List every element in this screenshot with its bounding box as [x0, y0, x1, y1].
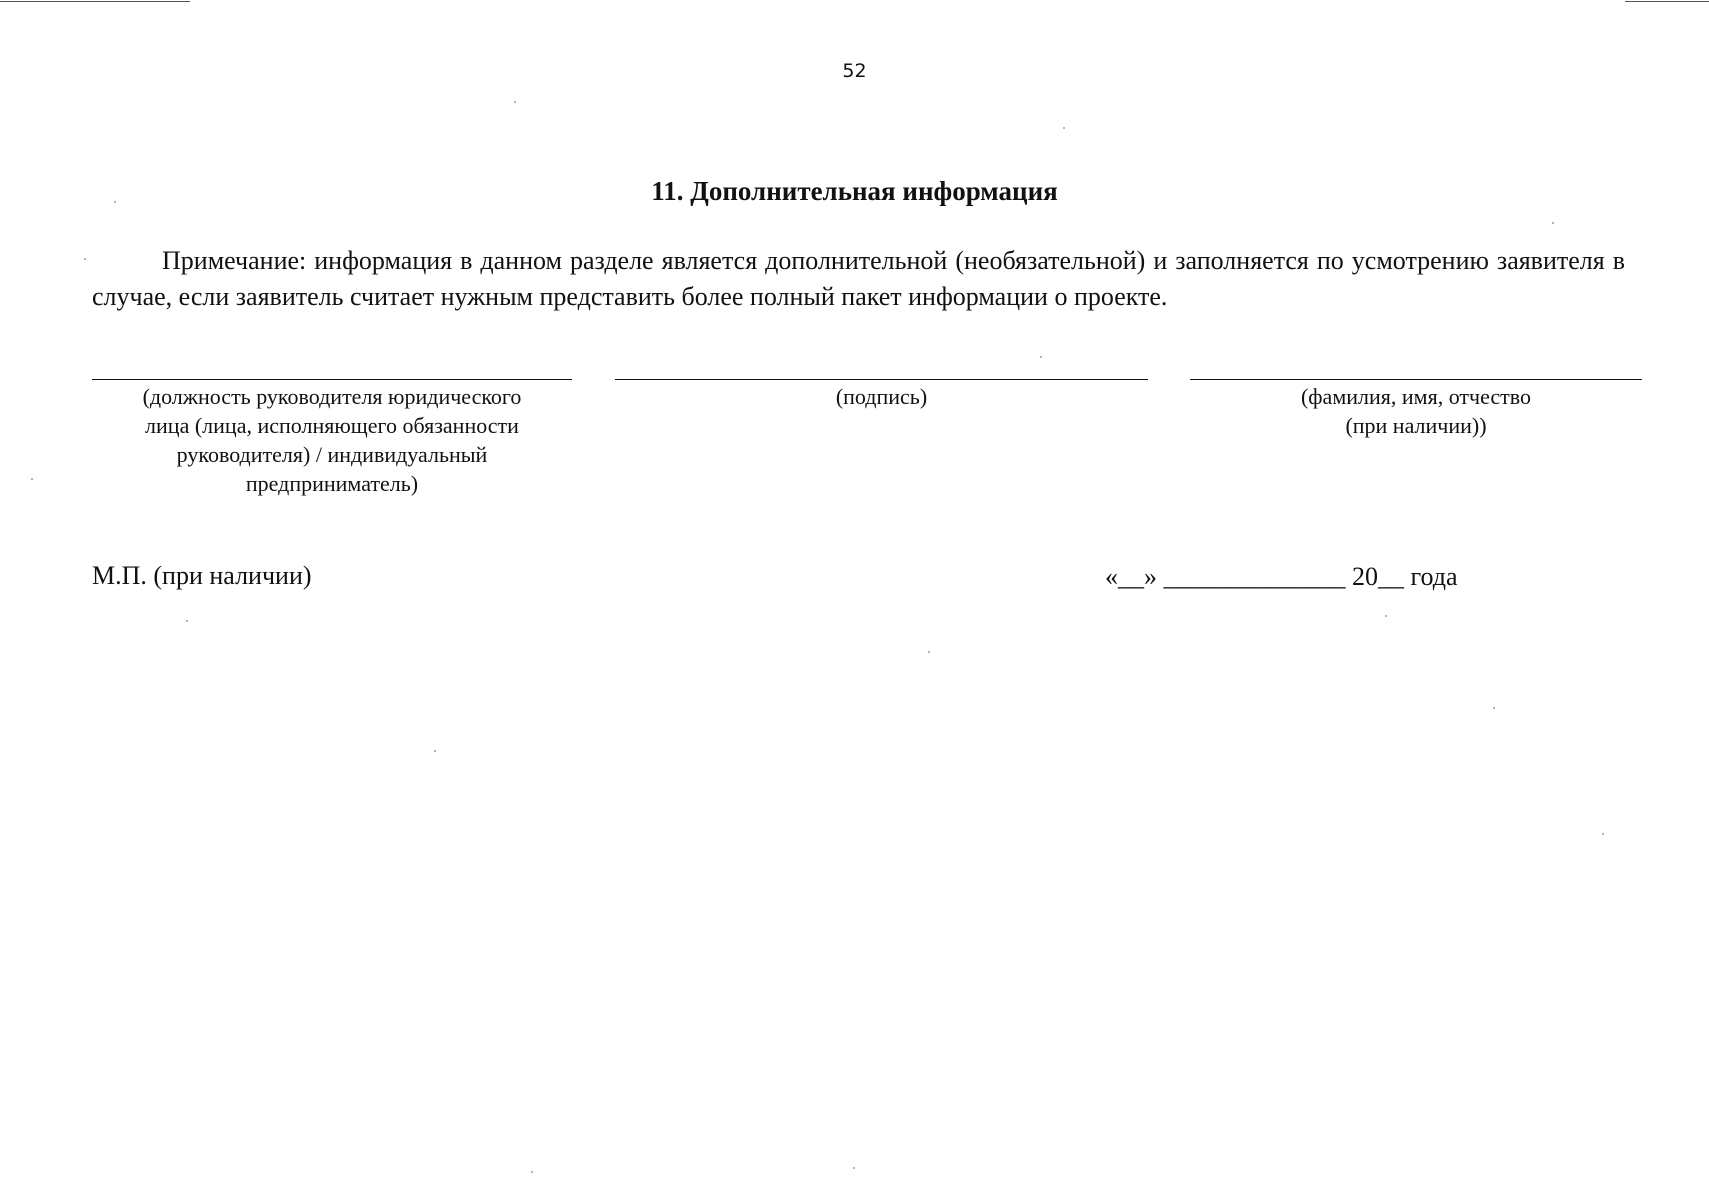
scan-artifact-line	[1625, 1, 1709, 2]
scan-speck	[84, 258, 86, 260]
scan-speck	[514, 101, 516, 103]
date-line: «__» ______________ 20__ года	[1105, 562, 1458, 591]
scan-speck	[928, 651, 930, 653]
scan-speck	[31, 478, 33, 480]
scan-speck	[1552, 222, 1554, 224]
section-title: 11. Дополнительная информация	[651, 176, 1058, 206]
scan-speck	[114, 201, 116, 203]
scan-speck	[853, 1167, 855, 1169]
signature-line	[615, 379, 1148, 380]
scan-speck	[1040, 356, 1042, 358]
scan-speck	[1602, 833, 1604, 835]
name-caption: (фамилия, имя, отчество (при наличии))	[1300, 384, 1532, 438]
scan-speck	[531, 1171, 533, 1173]
name-signature-line	[1190, 379, 1642, 380]
scan-speck	[1493, 707, 1495, 709]
page-number: 52	[842, 60, 867, 82]
stamp-label: М.П. (при наличии)	[92, 561, 312, 590]
scan-artifact-line	[0, 1, 190, 2]
signature-caption: (подпись)	[835, 384, 928, 409]
scan-speck	[1063, 127, 1065, 129]
note-paragraph: Примечание: информация в данном разделе является дополнительной (необязательной) и заполняется по усмотрению заявителя в случае, если заявитель считает нужным представить более полный пакет информации о проекте.	[92, 246, 1625, 311]
position-caption: (должность руководителя юридического лица (лица, исполняющего обязанности руководителя) / индивидуальный предприниматель)	[142, 384, 522, 496]
scan-speck	[434, 750, 436, 752]
scan-speck	[1385, 615, 1387, 617]
position-signature-line	[92, 379, 572, 380]
scan-speck	[186, 620, 188, 622]
